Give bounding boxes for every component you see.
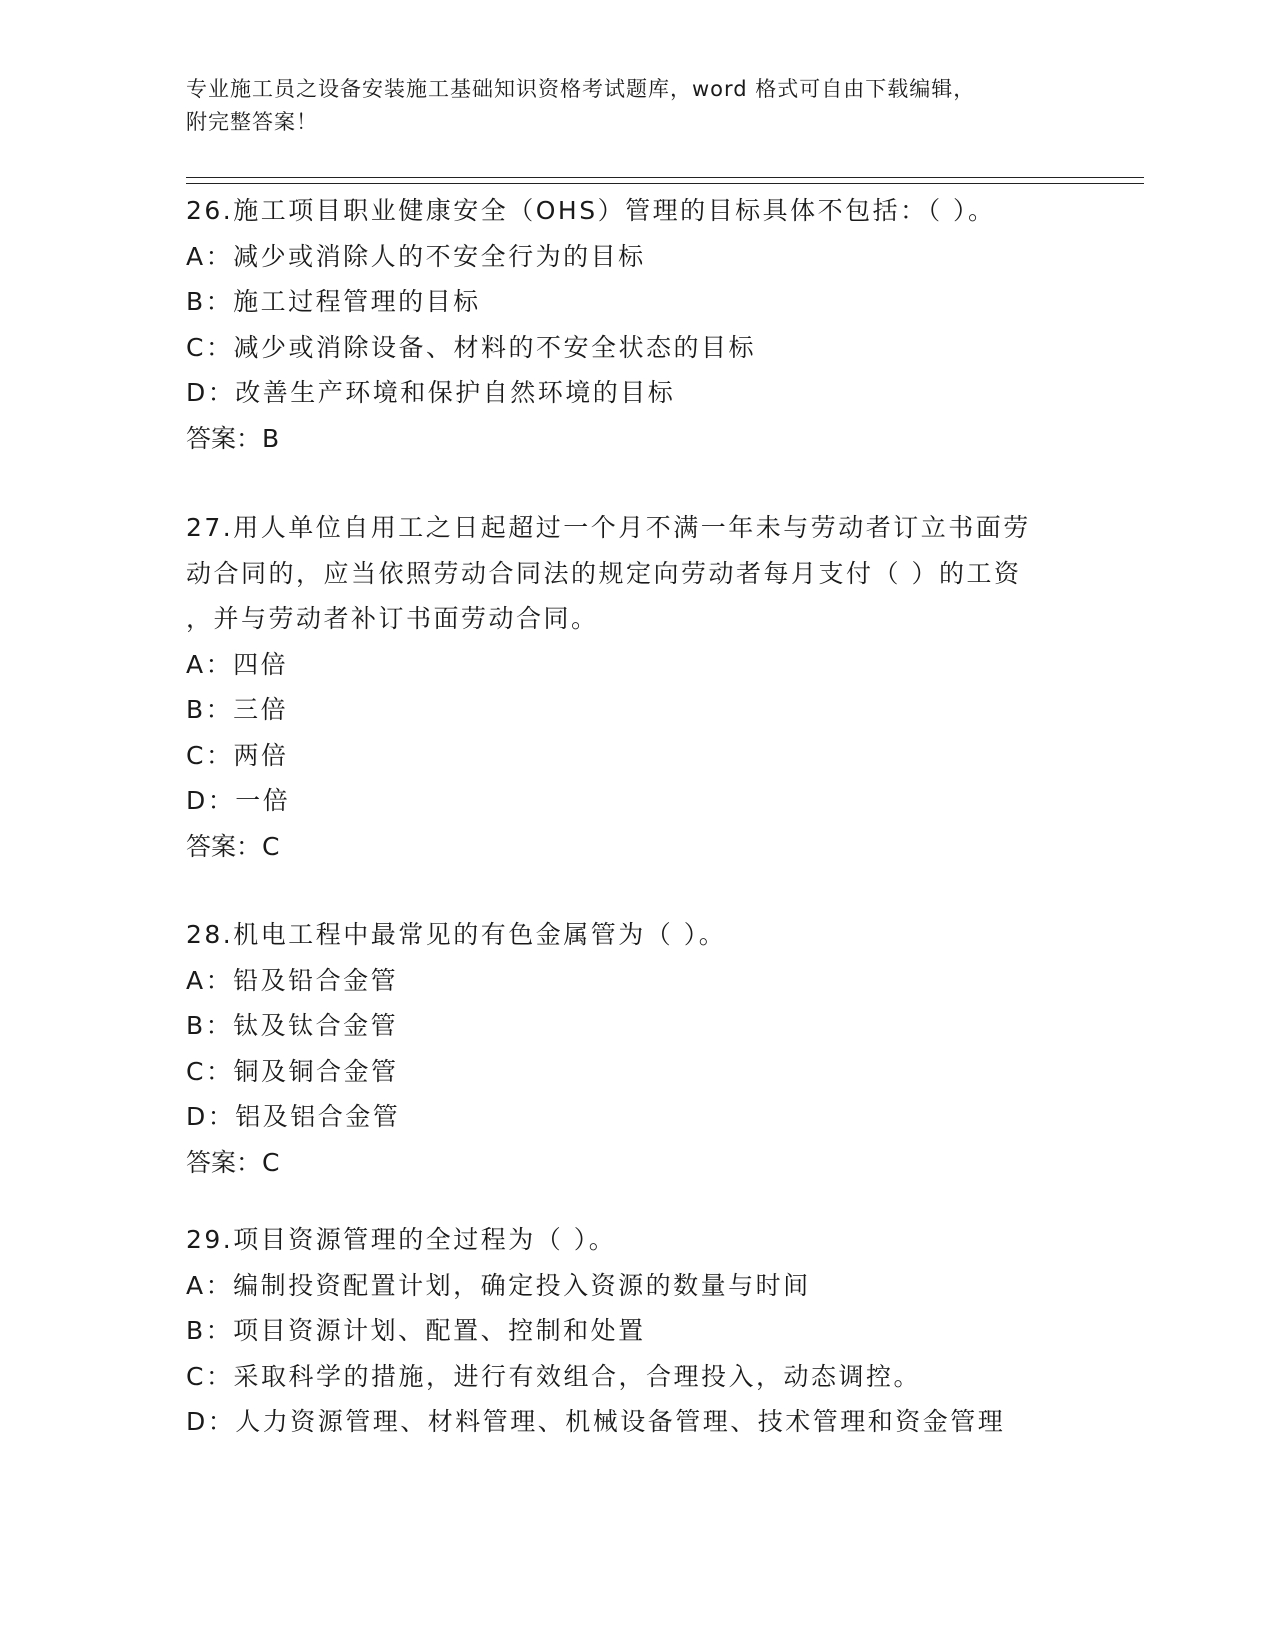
question-stem: 28.机电工程中最常见的有色金属管为（ ）。: [186, 920, 727, 949]
header-divider-top: [186, 177, 1144, 178]
document-header: [186, 73, 1066, 139]
option-c: C：采取科学的措施，进行有效组合，合理投入，动态调控。: [186, 1361, 921, 1391]
answer-label: 答案：: [186, 423, 262, 453]
header-line-1: 专业施工员之设备安装施工基础知识资格考试题库，word 格式可自由下载编辑，: [186, 77, 976, 101]
option-d: D：铝及铝合金管: [186, 1102, 401, 1131]
question-28: [186, 912, 1086, 1185]
option-a: A：四倍: [186, 649, 289, 679]
option-b: B：项目资源计划、配置、控制和处置: [186, 1316, 646, 1345]
option-a: A：减少或消除人的不安全行为的目标: [186, 241, 646, 271]
question-stem-line-1: 27.用人单位自用工之日起超过一个月不满一年未与劳动者订立书面劳: [186, 513, 1031, 542]
option-b: B：钛及钛合金管: [186, 1011, 399, 1040]
option-b: B：三倍: [186, 695, 289, 724]
header-line-2: 附完整答案！: [186, 110, 318, 134]
option-c: C：两倍: [186, 740, 289, 770]
question-29: [186, 1217, 1086, 1445]
question-stem: 29.项目资源管理的全过程为（ ）。: [186, 1225, 617, 1254]
question-26: [186, 188, 1086, 461]
answer-value: C: [262, 831, 280, 861]
option-a: A：编制投资配置计划，确定投入资源的数量与时间: [186, 1270, 811, 1300]
answer-line: [186, 416, 1086, 462]
option-d: D：改善生产环境和保护自然环境的目标: [186, 378, 676, 407]
answer-label: 答案：: [186, 831, 262, 861]
header-divider-bottom: [186, 183, 1144, 184]
option-c: C：减少或消除设备、材料的不安全状态的目标: [186, 332, 756, 362]
question-27: [186, 505, 1086, 869]
option-a: A：铅及铅合金管: [186, 965, 399, 995]
question-stem-line-3: ，并与劳动者补订书面劳动合同。: [186, 604, 599, 633]
answer-line: [186, 824, 1086, 870]
answer-value: C: [262, 1147, 280, 1177]
option-d: D：人力资源管理、材料管理、机械设备管理、技术管理和资金管理: [186, 1407, 1006, 1436]
option-d: D：一倍: [186, 786, 291, 815]
answer-label: 答案：: [186, 1147, 262, 1177]
answer-value: B: [262, 423, 280, 453]
question-stem-line-2: 动合同的，应当依照劳动合同法的规定向劳动者每月支付（ ）的工资: [186, 558, 1022, 588]
question-stem: 26.施工项目职业健康安全（OHS）管理的目标具体不包括：（ ）。: [186, 196, 996, 225]
answer-line: [186, 1140, 1086, 1186]
option-b: B：施工过程管理的目标: [186, 287, 481, 316]
option-c: C：铜及铜合金管: [186, 1056, 399, 1086]
